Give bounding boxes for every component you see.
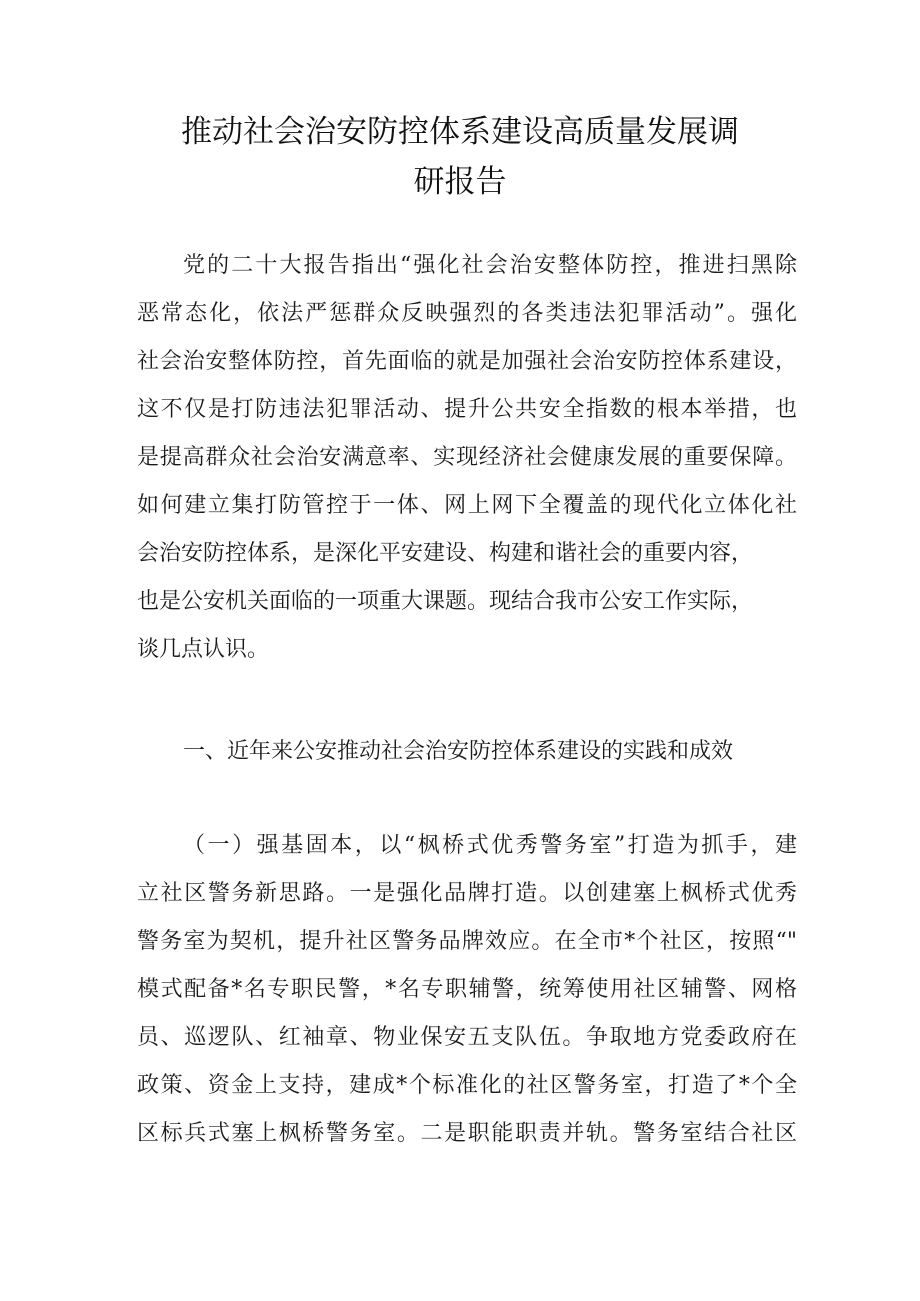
subsection-paragraph-line: 立社区警务新思路。一是强化品牌打造。以创建塞上枫桥式优秀 (137, 881, 797, 906)
intro-paragraph-line: 也是公安机关面临的一项重大课题。现结合我市公安工作实际， (137, 589, 754, 614)
subsection-paragraph-line: （一）强基固本，以“枫桥式优秀警务室”打造为抓手，建 (183, 833, 797, 858)
subsection-paragraph-line: 区标兵式塞上枫桥警务室。二是职能职责并轨。警务室结合社区 (137, 1121, 797, 1146)
section-heading: 一、近年来公安推动社会治安防控体系建设的实践和成效 (183, 739, 734, 764)
subsection-paragraph-line: 政策、资金上支持，建成*个标准化的社区警务室，打造了*个全 (137, 1073, 797, 1098)
intro-paragraph-line: 会治安防控体系，是深化平安建设、构建和谐社会的重要内容， (137, 541, 754, 566)
intro-paragraph-line: 这不仅是打防违法犯罪活动、提升公共安全指数的根本举措，也 (137, 397, 797, 422)
intro-paragraph-line: 恶常态化，依法严惩群众反映强烈的各类违法犯罪活动”。强化 (137, 301, 797, 326)
intro-paragraph-line: 党的二十大报告指出“强化社会治安整体防控，推进扫黑除 (183, 253, 797, 278)
subsection-paragraph-line: 警务室为契机，提升社区警务品牌效应。在全市*个社区，按照“" (137, 929, 797, 954)
intro-paragraph-line: 谈几点认识。 (137, 637, 270, 662)
subsection-paragraph-line: 员、巡逻队、红袖章、物业保安五支队伍。争取地方党委政府在 (137, 1025, 797, 1050)
intro-paragraph-line: 如何建立集打防管控于一体、网上网下全覆盖的现代化立体化社 (137, 493, 797, 518)
document-title-line-2: 研报告 (413, 164, 507, 200)
document-title-line-1: 推动社会治安防控体系建设高质量发展调 (181, 114, 739, 150)
subsection-paragraph-line: 模式配备*名专职民警，*名专职辅警，统筹使用社区辅警、网格 (137, 977, 797, 1002)
intro-paragraph-line: 社会治安整体防控，首先面临的就是加强社会治安防控体系建设， (137, 349, 797, 374)
intro-paragraph-line: 是提高群众社会治安满意率、实现经济社会健康发展的重要保障。 (137, 445, 797, 470)
